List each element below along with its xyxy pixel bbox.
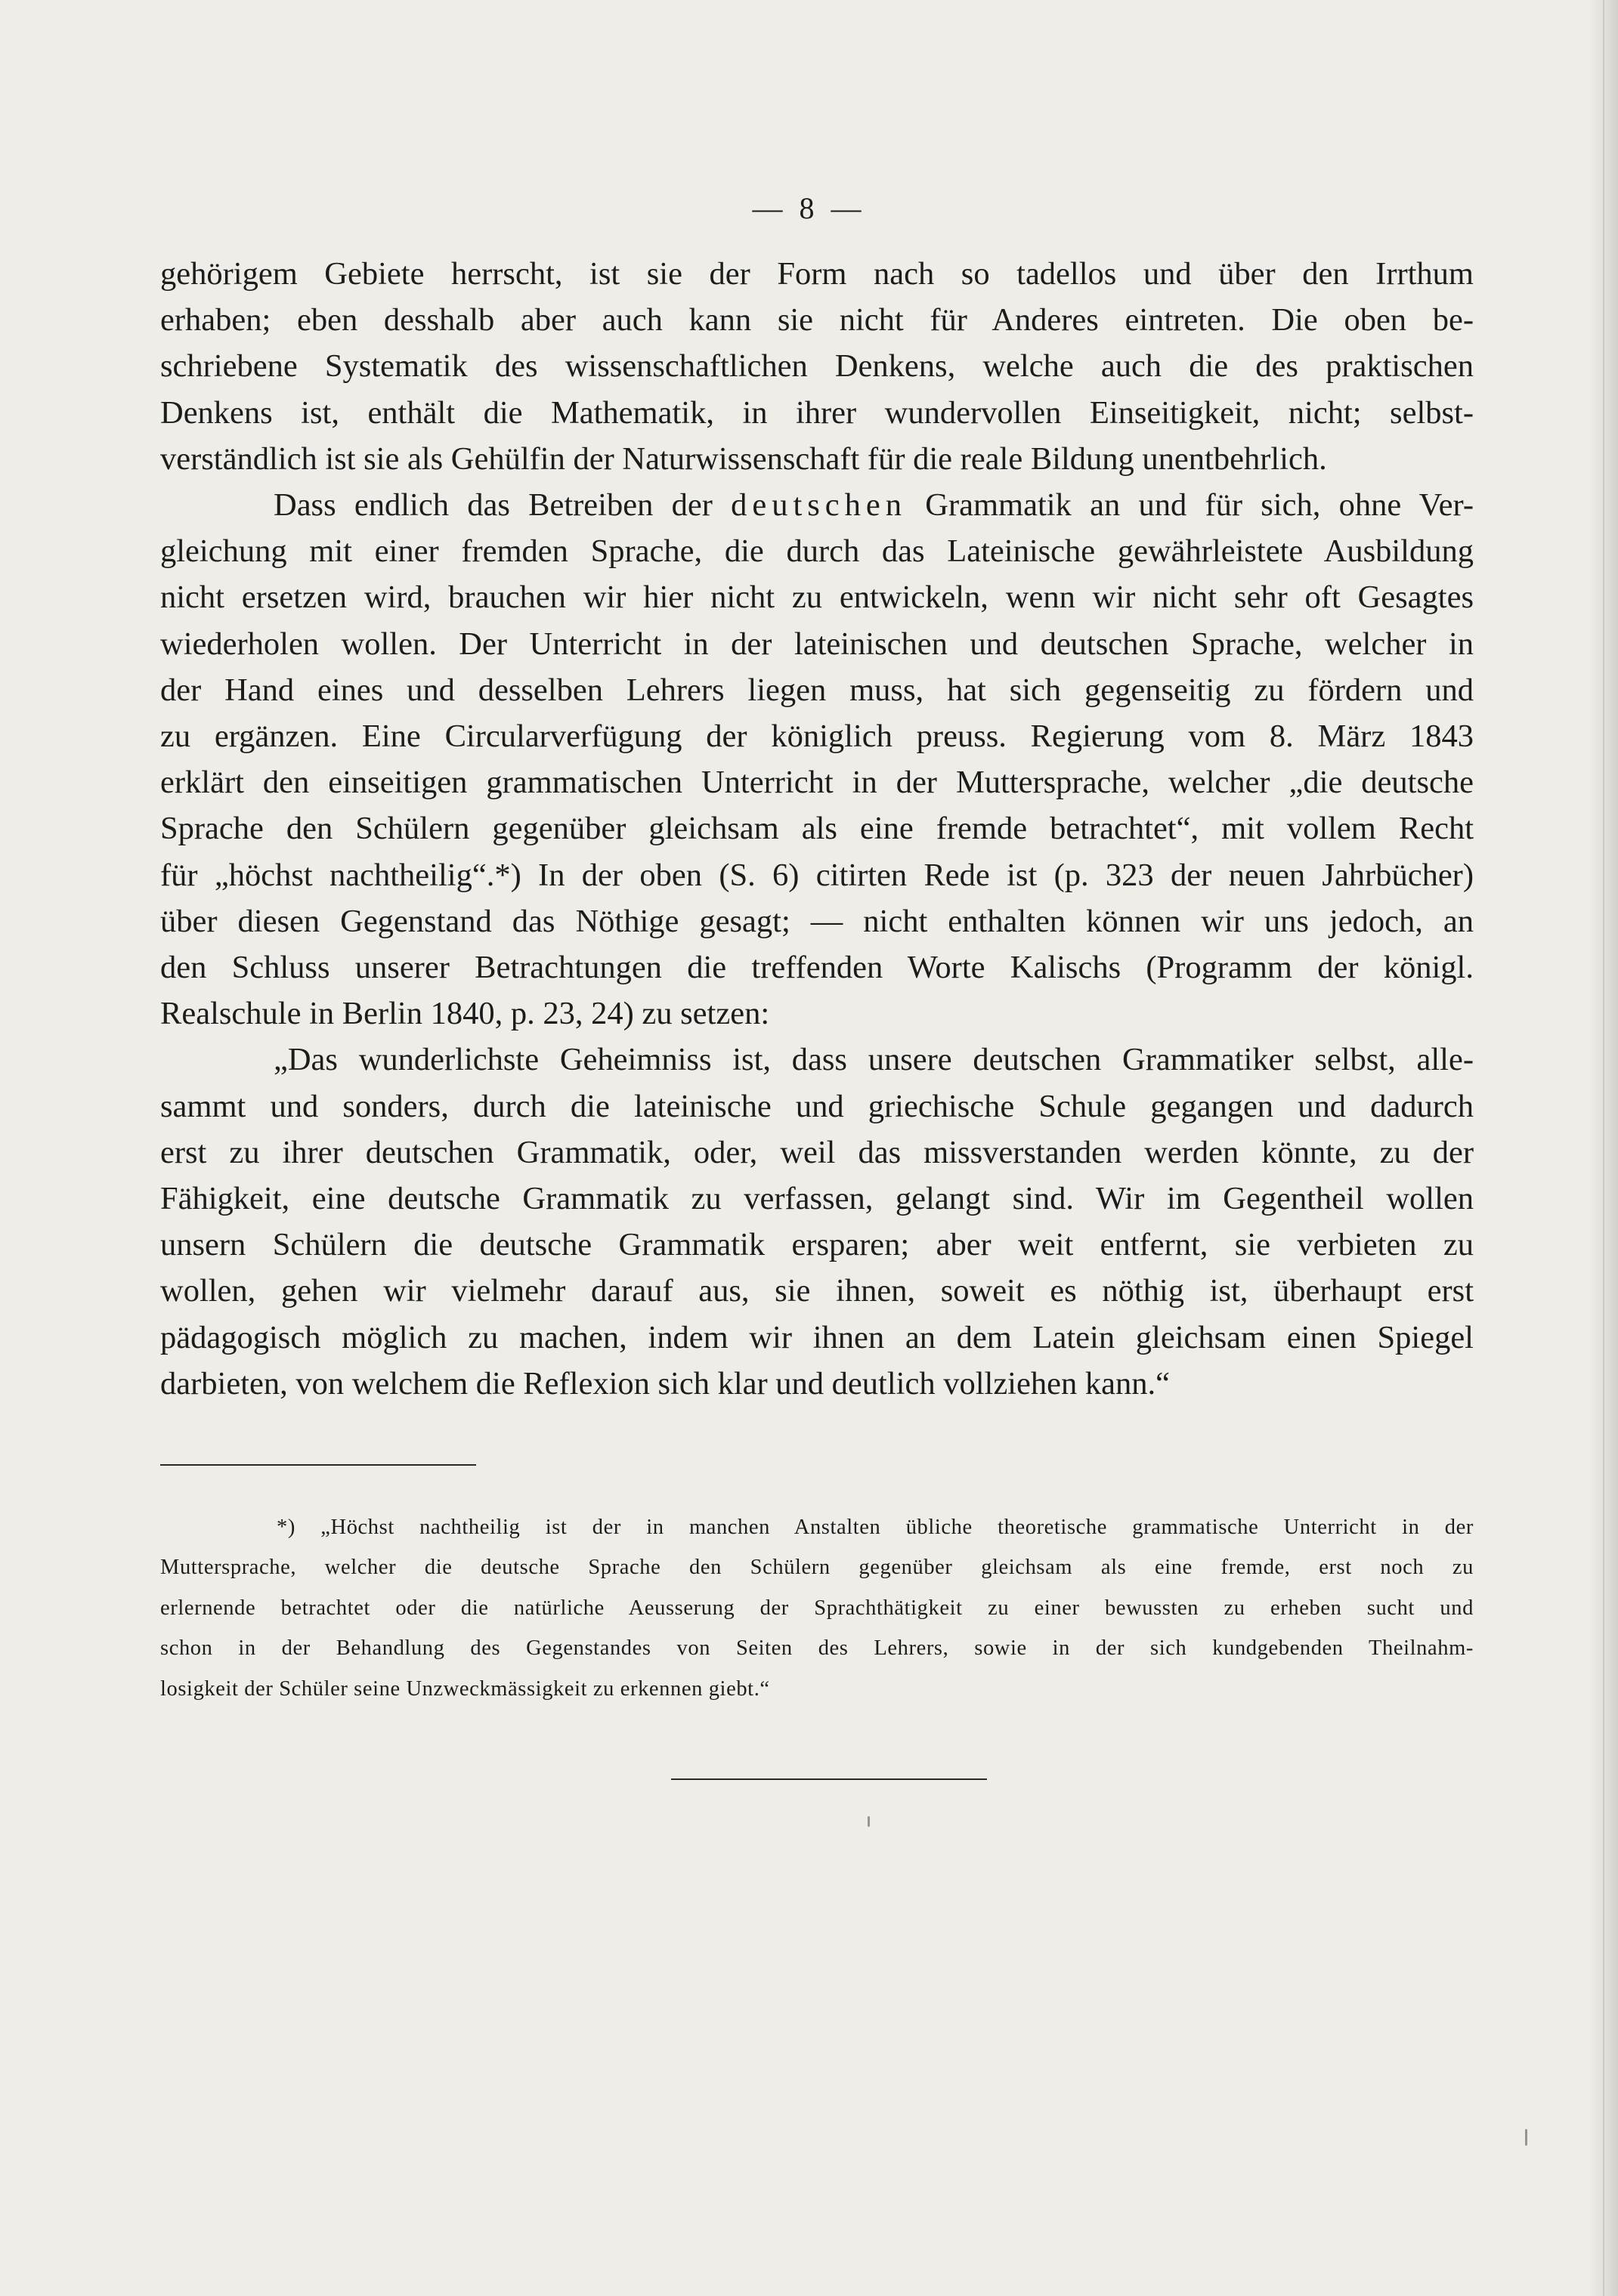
text-line: Fähigkeit, eine deutsche Grammatik zu verfassen, gelangt sind. Wir im Gegentheil wollen <box>160 1181 1474 1217</box>
paragraph-2 <box>160 482 1474 1037</box>
text-line: erhaben; eben desshalb aber auch kann sie nicht für Anderes eintreten. Die oben be- <box>160 302 1474 338</box>
footnote-line: *) „Höchst nachtheilig ist der in manchen Anstalten übliche theoretische grammatische Unterricht in der <box>277 1516 1474 1539</box>
text-line: unsern Schülern die deutsche Grammatik ersparen; aber weit entfernt, sie verbieten zu <box>160 1227 1474 1263</box>
footnote <box>160 1507 1474 1709</box>
text-line: wollen, gehen wir vielmehr darauf aus, sie ihnen, soweit es nöthig ist, überhaupt erst <box>160 1273 1474 1309</box>
footnote-line: schon in der Behandlung des Gegenstandes von Seiten des Lehrers, sowie in der sich kundgebenden Theilnahm- <box>160 1636 1474 1661</box>
text-line: sammt und sonders, durch die lateinische und griechische Schule gegangen und dadurch <box>160 1088 1474 1124</box>
text-line: erst zu ihrer deutschen Grammatik, oder, weil das missverstanden werden könnte, zu der <box>160 1134 1474 1170</box>
quotation-paragraph <box>160 1037 1474 1407</box>
text-line: schriebene Systematik des wissenschaftlichen Denkens, welche auch die des praktischen <box>160 348 1474 385</box>
end-rule <box>671 1778 987 1780</box>
text-line: wiederholen wollen. Der Unterricht in der lateinischen und deutschen Sprache, welcher in <box>160 626 1474 662</box>
page-edge-line <box>1603 0 1604 2296</box>
text-line-first <box>160 482 1474 528</box>
text-line: über diesen Gegenstand das Nöthige gesagt; — nicht enthalten können wir uns jedoch, an <box>160 903 1474 939</box>
text-line: nicht ersetzen wird, brauchen wir hier nicht zu entwickeln, wenn wir nicht sehr oft Gesagtes <box>160 579 1474 616</box>
emphasized-word: deutschen <box>731 487 908 524</box>
text-line: gehörigem Gebiete herrscht, ist sie der Form nach so tadellos und über den Irrthum <box>160 256 1474 292</box>
text-line: darbieten, von welchem die Reflexion sich klar und deutlich vollziehen kann.“ <box>160 1365 1170 1401</box>
footnote-line: Muttersprache, welcher die deutsche Sprache den Schülern gegenüber gleichsam als eine fremde, erst noch zu <box>160 1556 1474 1580</box>
text-line: Realschule in Berlin 1840, p. 23, 24) zu setzen: <box>160 996 770 1032</box>
text-line: für „höchst nachtheilig“.*) In der oben (S. 6) citirten Rede ist (p. 323 der neuen Jahrbücher) <box>160 857 1474 893</box>
text-line: „Das wunderlichste Geheimniss ist, dass unsere deutschen Grammatiker selbst, alle- <box>274 1042 1474 1078</box>
text-line: erklärt den einseitigen grammatischen Unterricht in der Muttersprache, welcher „die deutsche <box>160 765 1474 801</box>
text-line: Sprache den Schülern gegenüber gleichsam als eine fremde betrachtet“, mit vollem Recht <box>160 811 1474 847</box>
text-line: pädagogisch möglich zu machen, indem wir ihnen an dem Latein gleichsam einen Spiegel <box>160 1319 1474 1355</box>
footnote-line: losigkeit der Schüler seine Unzweckmässigkeit zu erkennen giebt.“ <box>160 1676 770 1701</box>
text-line: den Schluss unserer Betrachtungen die treffenden Worte Kalischs (Programm der königl. <box>160 950 1474 986</box>
text-line: gleichung mit einer fremden Sprache, die durch das Lateinische gewährleistete Ausbildung <box>160 533 1474 570</box>
body-text <box>160 251 1474 1407</box>
footnote-line: erlernende betrachtet oder die natürliche Aeusserung der Sprachthätigkeit zu einer bewussten zu erheben sucht und <box>160 1596 1474 1620</box>
text-line: der Hand eines und desselben Lehrers liegen muss, hat sich gegenseitig zu fördern und <box>160 672 1474 708</box>
text-run: Dass endlich das Betreiben der <box>274 487 732 524</box>
paragraph-1 <box>160 251 1474 482</box>
text-line: verständlich ist sie als Gehülfin der Naturwissenschaft für die reale Bildung unentbehrlich. <box>160 440 1327 477</box>
text-run: Grammatik an und für sich, ohne Ver- <box>907 487 1474 524</box>
print-speck <box>1525 2129 1527 2146</box>
footnote-separator <box>160 1464 476 1466</box>
text-line: Denkens ist, enthält die Mathematik, in ihrer wundervollen Einseitigkeit, nicht; selbst- <box>160 394 1474 431</box>
print-speck <box>868 1816 870 1827</box>
page-number: — 8 — <box>752 191 866 225</box>
text-line: zu ergänzen. Eine Circularverfügung der königlich preuss. Regierung vom 8. März 1843 <box>160 718 1474 755</box>
